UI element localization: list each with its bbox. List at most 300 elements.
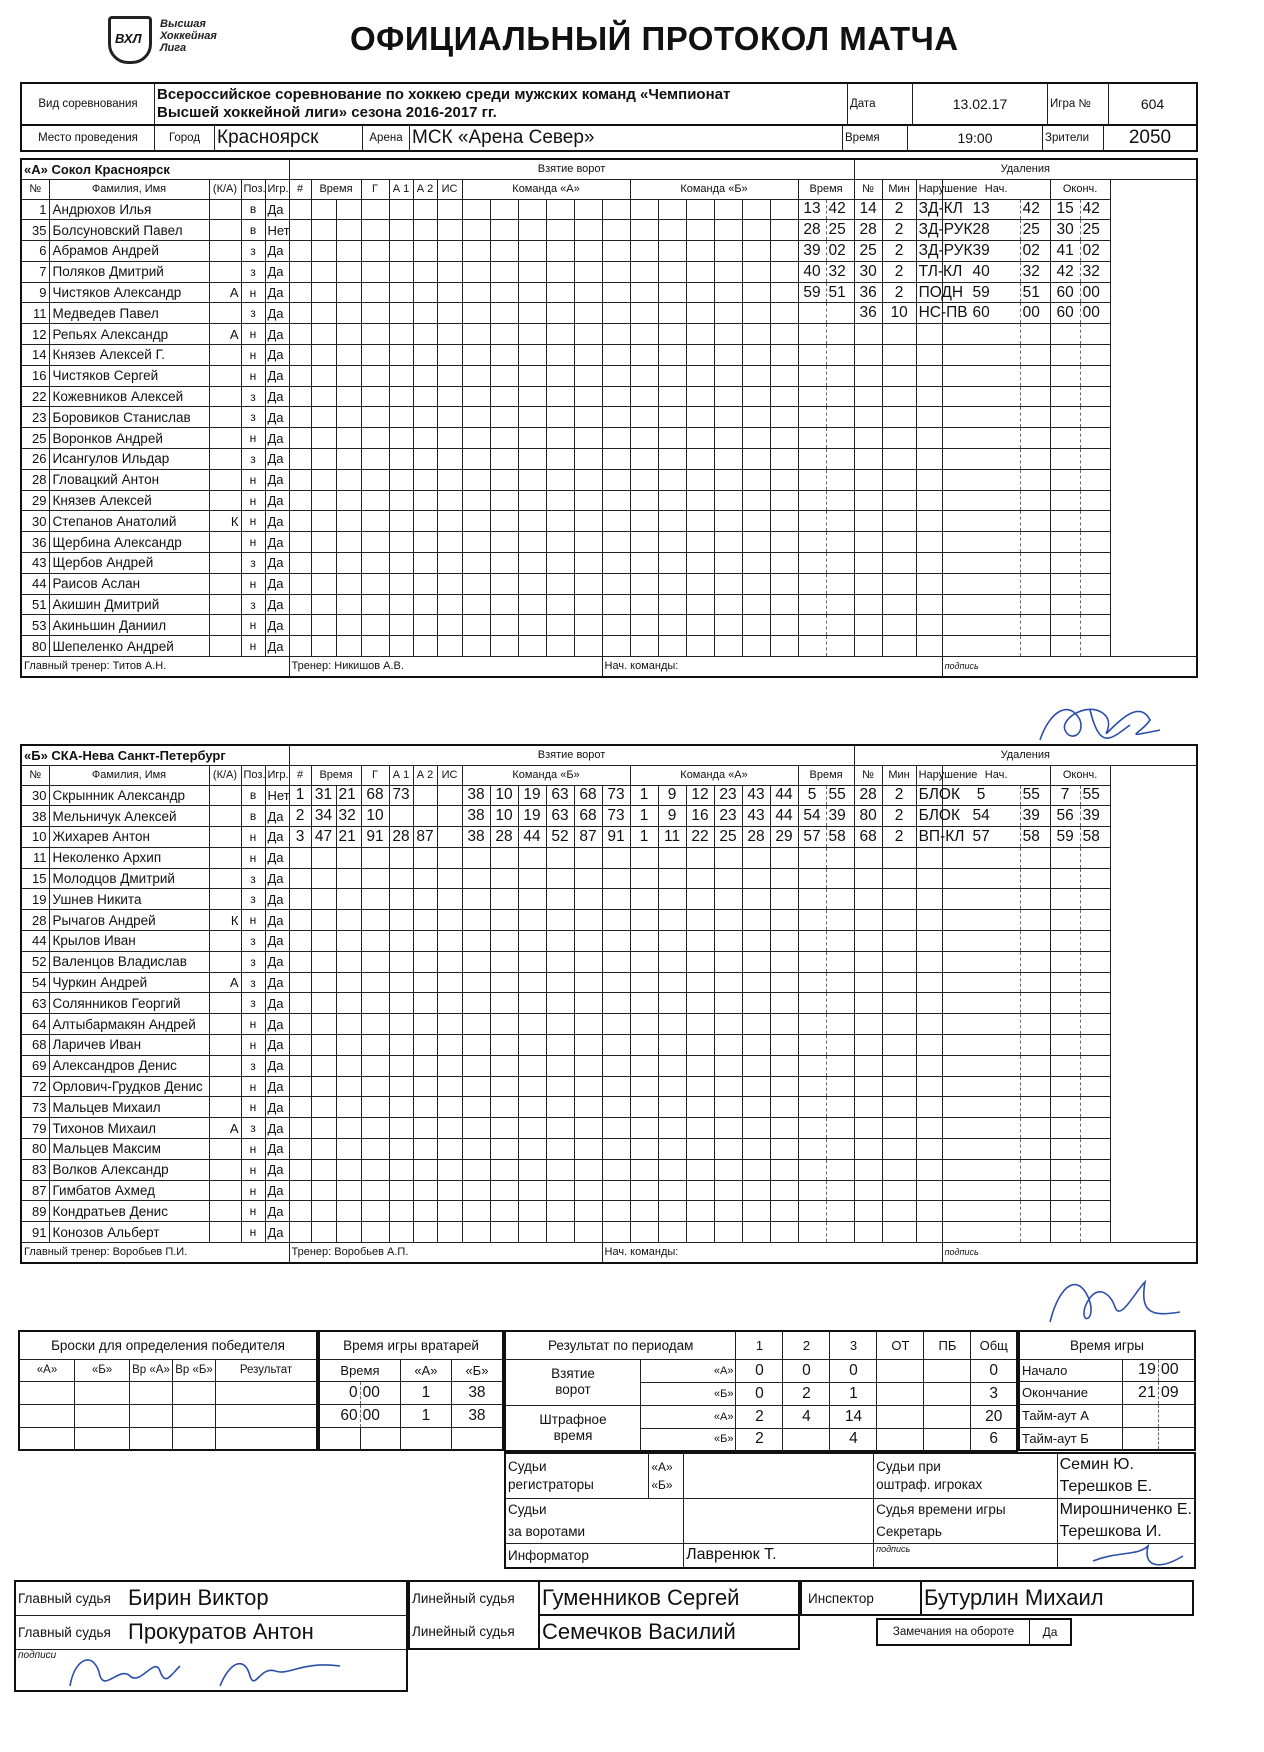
cell-text: 80 [854,806,882,827]
cell-text: Главный судья [15,1581,126,1615]
cell-text: 59 [798,282,826,303]
cell-text: Скрынник Александр [49,785,209,806]
cell-text: Тихонов Михаил [49,1118,209,1139]
cell-text: 23 [714,785,742,806]
cell-text: Да [265,868,289,889]
cell-text: БЛОК [916,806,942,827]
cell-text: 38 [462,785,490,806]
vhl-logo [108,16,238,66]
cell-text: 1 [830,1382,877,1405]
cell-text: 53 [21,615,49,636]
cell-text: 0 [319,1381,360,1404]
line-referee-1: Гуменников Сергей [539,1581,799,1615]
cell-text: Чуркин Андрей [49,972,209,993]
cell-text: Да [265,241,289,262]
cell-text: 7 [21,261,49,282]
cell-text: 63 [546,806,574,827]
cell-text: Высшей хоккейной лиги» сезона 2016-2017 гг. [157,104,497,121]
player-row [21,1201,1197,1222]
cell-text [389,806,413,827]
cell-text: 1 [289,785,311,806]
cell-text: 4 [783,1405,830,1428]
cell-text: Чистяков Сергей [49,365,209,386]
cell-text [437,827,462,848]
signature-team-b [1040,1262,1190,1332]
cell-text: н [241,490,265,511]
cell-text [783,1428,830,1451]
cell-text: ПОДН [916,282,942,303]
cell-text: Абрамов Андрей [49,241,209,262]
cell-text: А 1 [389,179,413,199]
cell-text: «Б» [641,1382,736,1405]
cell-text: подпись [942,1243,1197,1263]
cell-text: К [209,910,241,931]
cell-text: 2 [882,282,916,303]
cell-text: 21 [336,785,361,806]
cell-text [209,615,241,636]
cell-text: Крылов Иван [49,931,209,952]
cell-text: 36 [854,303,882,324]
cell-text: 25 [1020,220,1050,241]
cell-text: 02 [826,241,854,262]
cell-text: Да [265,1118,289,1139]
cell-text: 11 [21,847,49,868]
cell-text [877,1382,924,1405]
cell-text: 60 [1050,282,1080,303]
cell-text: 09 [1158,1381,1195,1404]
player-row [21,386,1197,407]
cell-text [209,806,241,827]
match-header [20,82,1198,126]
player-row [21,889,1197,910]
cell-text: 89 [21,1201,49,1222]
cell-text: 80 [21,1139,49,1160]
line-referees [408,1580,800,1650]
cell-text: 60 [319,1404,360,1427]
cell-text [209,303,241,324]
cell-text [924,1382,971,1405]
cell-text: 6 [21,241,49,262]
cell-text: № [854,765,882,785]
cell-text: Поляков Дмитрий [49,261,209,282]
cell-text: 83 [21,1159,49,1180]
cell-text: Всероссийское соревнование по хоккею среди мужских команд «Чемпионат [157,86,731,103]
cell-text: з [241,889,265,910]
team-chief: Нач. команды: [602,1243,942,1263]
cell-text [209,345,241,366]
cell-text: Конозов Альберт [49,1222,209,1243]
cell-text: 2 [783,1331,830,1359]
cell-text: 69 [21,1055,49,1076]
cell-text: 79 [21,1118,49,1139]
player-row [21,220,1197,241]
cell-text: 16 [21,365,49,386]
cell-text: ЗД-РУК [916,241,942,262]
player-row [21,469,1197,490]
cell-text: з [241,303,265,324]
cell-text: 54 [21,972,49,993]
cell-text [209,220,241,241]
cell-text: Время игры вратарей [319,1331,503,1359]
inspector-box [800,1580,1194,1616]
cell-text [209,1139,241,1160]
timekeeper-name: Мирошниченко Е. [1059,1501,1192,1518]
cell-text: Взятие ворот [289,159,854,179]
cell-text: 12 [21,324,49,345]
player-row [21,573,1197,594]
cell-text: в [241,199,265,220]
cell-text [209,1055,241,1076]
player-row [21,847,1197,868]
main-referee-2: Прокуратов Антон [126,1615,407,1649]
cell-text: 34 [311,806,336,827]
venue-row [20,124,1198,152]
player-row [21,241,1197,262]
cell-text: Судья времени игры [876,1502,1006,1517]
player-row [21,365,1197,386]
cell-text: 2 [289,806,311,827]
cell-text: Да [265,511,289,532]
cell-text: Неколенко Архип [49,847,209,868]
cell-text: з [241,407,265,428]
cell-text: А 2 [413,765,437,785]
cell-text: (К/А) [209,765,241,785]
player-row [21,951,1197,972]
cell-text: з [241,951,265,972]
cell-text: 28 [942,220,1020,241]
cell-text: н [241,1180,265,1201]
competition-label: Вид соревнования [21,83,155,125]
cell-text: (К/А) [209,179,241,199]
player-row [21,261,1197,282]
cell-text: 30 [21,511,49,532]
cell-text: 59 [1050,827,1080,848]
cell-text: 28 [490,827,518,848]
player-row [21,1118,1197,1139]
cell-text [437,785,462,806]
cell-text: 72 [21,1076,49,1097]
cell-text: Да [265,1097,289,1118]
cell-text: 10 [490,785,518,806]
cell-text: Нач. [942,179,1050,199]
cell-text: Лига [160,42,187,54]
cell-text: з [241,553,265,574]
cell-text: Да [265,931,289,952]
cell-text: в [241,806,265,827]
cell-text: Инспектор [808,1590,874,1606]
player-row [21,1222,1197,1243]
city-value: Красноярск [215,125,363,151]
player-row [21,553,1197,574]
cell-text: 13 [942,199,1020,220]
cell-text: 2 [882,806,916,827]
cell-text [209,993,241,1014]
period-results-table [504,1330,1018,1452]
cell-text: 68 [361,785,389,806]
cell-text: Алтыбармакян Андрей [49,1014,209,1035]
cell-text: 42 [1020,199,1050,220]
team-b-table [20,744,1198,1264]
cell-text: 15 [21,868,49,889]
time-label: Время [843,125,908,151]
cell-text: 28 [21,469,49,490]
arena-label: Арена [363,125,410,151]
coach: Тренер: Воробьев А.П. [289,1243,602,1263]
cell-text: 51 [21,594,49,615]
player-row [21,1097,1197,1118]
cell-text: Болсуновский Павел [49,220,209,241]
penbox-judge-1: Семин Ю. [1059,1456,1134,1473]
player-row [21,449,1197,470]
cell-text: Взятие [551,1366,595,1381]
cell-text: 43 [742,806,770,827]
cell-text: Да [265,532,289,553]
player-row [21,1159,1197,1180]
cell-text: 0 [971,1359,1017,1382]
cell-text: 20 [971,1405,1017,1428]
cell-text [209,636,241,657]
cell-text [798,303,826,324]
cell-text: оштраф. игроках [876,1477,983,1492]
cell-text: з [241,1055,265,1076]
cell-text: 43 [21,553,49,574]
cell-text: 28 [389,827,413,848]
cell-text: 68 [854,827,882,848]
cell-text: 51 [826,282,854,303]
player-row [21,1139,1197,1160]
cell-text: Линейный судья [412,1591,515,1606]
cell-text: н [241,532,265,553]
head-coach: Главный тренер: Воробьев П.И. [21,1243,289,1263]
cell-text: А [209,282,241,303]
cell-text: 87 [574,827,602,848]
cell-text: 30 [854,261,882,282]
cell-text: Главный судья [15,1615,126,1649]
cell-text: 38 [451,1404,503,1427]
cell-text: Г [361,765,389,785]
informer-name: Лавренюк Т. [684,1544,874,1568]
cell-text: 02 [1080,241,1110,262]
cell-text: Да [265,407,289,428]
cell-text: время [553,1427,593,1443]
player-row [21,1180,1197,1201]
cell-text: 12 [686,785,714,806]
cell-text: 30 [1050,220,1080,241]
cell-text: «Б» [451,1359,503,1381]
cell-text: Нарушение [916,765,942,785]
cell-text: 00 [360,1381,400,1404]
cell-text: Щербов Андрей [49,553,209,574]
cell-text: 59 [942,282,1020,303]
cell-text: подпись [874,1544,1057,1568]
cell-text: 00 [1020,303,1050,324]
cell-text: 29 [21,490,49,511]
cell-text: Линейный судья [412,1624,515,1639]
time-value: 19:00 [908,125,1043,151]
player-row [21,345,1197,366]
cell-text: Команда «Б» [462,765,630,785]
cell-text [209,1180,241,1201]
cell-text: К [209,511,241,532]
cell-text [826,303,854,324]
cell-text [209,428,241,449]
cell-text: 22 [21,386,49,407]
cell-text: 10 [21,827,49,848]
cell-text: 1 [400,1404,451,1427]
cell-text: № [21,765,49,785]
cell-text: 43 [742,785,770,806]
player-row [21,303,1197,324]
player-row [21,972,1197,993]
cell-text: 14 [854,199,882,220]
cell-text: Вр «А» [130,1359,173,1381]
cell-text: 80 [21,636,49,657]
cell-text: Оконч. [1050,765,1110,785]
player-row [21,1035,1197,1056]
cell-text: Мальцев Михаил [49,1097,209,1118]
cell-text: н [241,1014,265,1035]
cell-text: А [209,1118,241,1139]
cell-text: 68 [574,806,602,827]
cell-text: Александров Денис [49,1055,209,1076]
cell-text: ИС [437,765,462,785]
cell-text: 73 [21,1097,49,1118]
cell-text [209,594,241,615]
cell-text: Молодцов Дмитрий [49,868,209,889]
cell-text: А [209,324,241,345]
page-title: ОФИЦИАЛЬНЫЙ ПРОТОКОЛ МАТЧА [350,20,959,57]
team-a-section [20,158,1198,678]
cell-text: 2 [882,199,916,220]
cell-text: 2 [783,1382,830,1405]
cell-text [924,1359,971,1382]
cell-text: 25 [714,827,742,848]
cell-text: 56 [1050,806,1080,827]
cell-text [413,785,437,806]
cell-text: Да [265,553,289,574]
cell-text: ворот [555,1382,591,1397]
cell-text: Да [265,365,289,386]
cell-text: 42 [1080,199,1110,220]
cell-text: Судьи при [876,1459,941,1474]
player-row [21,532,1197,553]
cell-text: Медведев Павел [49,303,209,324]
coach: Тренер: Никишов А.В. [289,657,602,677]
cell-text: Репьях Александр [49,324,209,345]
cell-text: Жихарев Антон [49,827,209,848]
cell-text [209,261,241,282]
cell-text [209,490,241,511]
spectators-label: Зрители [1043,125,1104,151]
player-row [21,1076,1197,1097]
cell-text: 35 [21,220,49,241]
cell-text: Время [311,765,361,785]
cell-text: Тайм-аут Б [1019,1427,1123,1450]
cell-text: 57 [798,827,826,848]
cell-text: 19 [21,889,49,910]
cell-text [209,407,241,428]
cell-text: Орлович-Грудков Денис [49,1076,209,1097]
cell-text: 14 [21,345,49,366]
cell-text [209,827,241,848]
cell-text: Волков Александр [49,1159,209,1180]
cell-text: Время [311,179,361,199]
cell-text: Время [319,1359,400,1381]
cell-text: Окончание [1019,1381,1123,1404]
cell-text: ВП-КЛ [916,827,942,848]
cell-text [209,1014,241,1035]
cell-text: 1 [630,827,658,848]
cell-text: Удаления [854,745,1197,765]
cell-text: Щербина Александр [49,532,209,553]
cell-text: 44 [21,931,49,952]
cell-text: Да [265,282,289,303]
cell-text: н [241,511,265,532]
cell-text: Да [265,303,289,324]
cell-text: 25 [21,428,49,449]
cell-text: 2 [882,827,916,848]
cell-text: н [241,469,265,490]
signature-referees [60,1646,360,1696]
cell-text: н [241,615,265,636]
cell-text: н [241,573,265,594]
cell-text: Общ [971,1331,1017,1359]
cell-text: 25 [826,220,854,241]
cell-text [209,889,241,910]
cell-text: 2 [882,261,916,282]
cell-text [209,785,241,806]
cell-text: н [241,1159,265,1180]
game-value: 604 [1109,83,1198,125]
cell-text: 00 [1080,303,1110,324]
cell-text: 1 [736,1331,783,1359]
pim-label [505,1405,641,1451]
cell-text: 1 [630,806,658,827]
cell-text: «А» [19,1359,75,1381]
cell-text: подписи [15,1649,407,1691]
player-row [21,594,1197,615]
cell-text: Да [265,324,289,345]
cell-text [209,1097,241,1118]
cell-text: Да [265,594,289,615]
cell-text [209,573,241,594]
cell-text: 28 [798,220,826,241]
cell-text: 32 [1080,261,1110,282]
cell-text: 52 [546,827,574,848]
cell-text: Да [265,1035,289,1056]
cell-text: 1 [400,1381,451,1404]
cell-text: з [241,386,265,407]
cell-text: Чистяков Александр [49,282,209,303]
cell-text: 00 [1080,282,1110,303]
cell-text [877,1428,924,1451]
player-row [21,827,1197,848]
cell-text: 73 [389,785,413,806]
cell-text: Исангулов Ильдар [49,449,209,470]
goals-label [505,1359,641,1405]
player-row [21,868,1197,889]
player-row [21,490,1197,511]
cell-text: Князев Алексей Г. [49,345,209,366]
cell-text: Да [265,1014,289,1035]
cell-text: 2 [736,1428,783,1451]
cell-text: «Б» [75,1359,130,1381]
cell-text: ЗД-РУК [916,220,942,241]
cell-text: н [241,282,265,303]
cell-text: Вр «Б» [173,1359,216,1381]
cell-text: 19 [518,806,546,827]
notes-box [876,1618,1072,1646]
